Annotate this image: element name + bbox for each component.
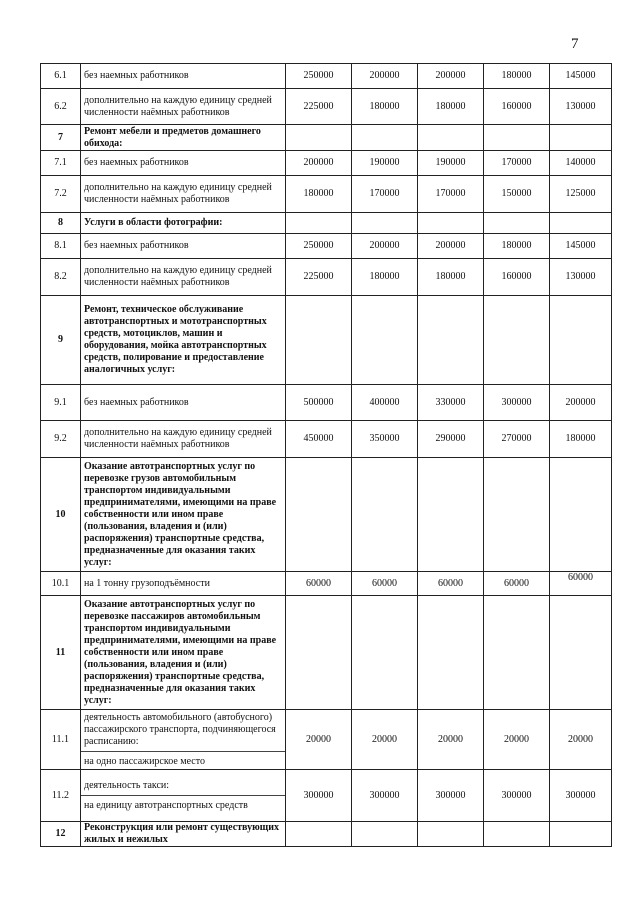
table-row (41, 296, 612, 385)
value-cell: 160000 (484, 89, 550, 125)
value-cell (352, 213, 418, 234)
row-number: 9.2 (41, 421, 81, 458)
value-cell: 180000 (484, 234, 550, 259)
table-row (41, 213, 612, 234)
value-cell: 180000 (352, 259, 418, 296)
value-cell: 150000 (484, 176, 550, 213)
table-row (41, 596, 612, 710)
row-description: Реконструкция или ремонт существующих жилых и нежилых (81, 822, 286, 847)
value-cell: 125000 (550, 176, 612, 213)
row-number: 7.1 (41, 151, 81, 176)
row-description: на 1 тонну грузоподъёмности (81, 572, 286, 596)
value-cell: 20000 (352, 710, 418, 770)
value-cell (484, 296, 550, 385)
value-cell (418, 822, 484, 847)
row-description: без наемных работников (81, 151, 286, 176)
value-cell (418, 213, 484, 234)
row-description: без наемных работников (81, 234, 286, 259)
value-cell: 300000 (550, 770, 612, 822)
value-cell: 180000 (418, 89, 484, 125)
value-cell: 500000 (286, 385, 352, 421)
row-description: дополнительно на каждую единицу средней численности наёмных работников (81, 259, 286, 296)
value-cell: 60000 (286, 572, 352, 596)
row-number: 10.1 (41, 572, 81, 596)
value-cell: 200000 (418, 64, 484, 89)
value-cell: 180000 (550, 421, 612, 458)
table-row (41, 770, 612, 822)
value-cell (418, 296, 484, 385)
value-cell (484, 822, 550, 847)
row-description (81, 770, 286, 822)
row-number: 7.2 (41, 176, 81, 213)
row-description: дополнительно на каждую единицу средней численности наёмных работников (81, 176, 286, 213)
value-cell: 20000 (484, 710, 550, 770)
value-cell: 180000 (352, 89, 418, 125)
value-cell: 250000 (286, 234, 352, 259)
table-row (41, 234, 612, 259)
row-number: 9.1 (41, 385, 81, 421)
row-number: 8.1 (41, 234, 81, 259)
value-cell: 350000 (352, 421, 418, 458)
table-row (41, 458, 612, 572)
value-cell: 145000 (550, 64, 612, 89)
value-cell: 140000 (550, 151, 612, 176)
value-cell (352, 125, 418, 151)
value-cell: 400000 (352, 385, 418, 421)
row-number: 6.2 (41, 89, 81, 125)
value-cell (418, 125, 484, 151)
row-description-unit: на единицу автотранспортных средств (84, 799, 248, 811)
value-cell: 200000 (352, 64, 418, 89)
value-cell: 300000 (286, 770, 352, 822)
row-description: дополнительно на каждую единицу средней численности наёмных работников (81, 89, 286, 125)
row-number: 6.1 (41, 64, 81, 89)
tax-rates-table (40, 63, 612, 847)
table-row (41, 64, 612, 89)
value-cell (286, 213, 352, 234)
value-cell: 300000 (484, 385, 550, 421)
row-number: 12 (41, 822, 81, 847)
value-cell: 330000 (418, 385, 484, 421)
value-cell: 170000 (484, 151, 550, 176)
row-number: 7 (41, 125, 81, 151)
value-cell: 200000 (418, 234, 484, 259)
value-cell: 130000 (550, 259, 612, 296)
value-cell (484, 458, 550, 572)
table-row (41, 89, 612, 125)
description-divider (81, 751, 285, 752)
value-cell: 225000 (286, 89, 352, 125)
value-cell: 20000 (286, 710, 352, 770)
value-cell (352, 822, 418, 847)
page-number: 7 (571, 36, 579, 52)
row-description (81, 710, 286, 770)
value-cell (286, 822, 352, 847)
value-cell (286, 596, 352, 710)
value-cell: 300000 (418, 770, 484, 822)
value-cell (550, 596, 612, 710)
value-cell: 450000 (286, 421, 352, 458)
value-cell (550, 213, 612, 234)
value-cell: 145000 (550, 234, 612, 259)
table-row (41, 822, 612, 847)
row-number: 11.1 (41, 710, 81, 770)
value-cell: 180000 (286, 176, 352, 213)
value-cell (550, 296, 612, 385)
value-cell: 190000 (418, 151, 484, 176)
value-cell (550, 822, 612, 847)
row-description: дополнительно на каждую единицу средней численности наёмных работников (81, 421, 286, 458)
row-description: Оказание автотранспортных услуг по перевозке грузов автомобильным транспортом индивидуальными предпринимателями, имеющими на праве собственности или ином праве (пользования, владения и (или) распоряжения) транспортные средства, предназначенные для оказания таких услуг: (81, 458, 286, 572)
value-cell (484, 596, 550, 710)
value-cell (418, 596, 484, 710)
value-cell: 130000 (550, 89, 612, 125)
value-cell: 200000 (286, 151, 352, 176)
value-cell: 300000 (352, 770, 418, 822)
value-cell (286, 125, 352, 151)
table-row (41, 125, 612, 151)
value-cell: 20000 (550, 710, 612, 770)
value-cell: 290000 (418, 421, 484, 458)
table-row (41, 176, 612, 213)
value-cell: 225000 (286, 259, 352, 296)
value-cell (352, 596, 418, 710)
row-number: 11.2 (41, 770, 81, 822)
value-cell: 60000 (418, 572, 484, 596)
value-cell: 170000 (418, 176, 484, 213)
value-cell: 60000 (484, 572, 550, 596)
value-cell (484, 213, 550, 234)
row-description: Ремонт мебели и предметов домашнего обихода: (81, 125, 286, 151)
row-description: без наемных работников (81, 64, 286, 89)
table-row (41, 572, 612, 596)
value-cell: 300000 (484, 770, 550, 822)
value-cell: 250000 (286, 64, 352, 89)
value-cell: 20000 (418, 710, 484, 770)
row-number: 11 (41, 596, 81, 710)
value-cell: 180000 (418, 259, 484, 296)
value-cell (418, 458, 484, 572)
row-number: 9 (41, 296, 81, 385)
table-row (41, 151, 612, 176)
row-number: 8 (41, 213, 81, 234)
row-description: Ремонт, техническое обслуживание автотранспортных и мототранспортных средств, мотоциклов, машин и оборудования, мойка автотранспортных средств, полирование и предоставление аналогичных услуг: (81, 296, 286, 385)
value-cell: 180000 (484, 64, 550, 89)
row-description: без наемных работников (81, 385, 286, 421)
value-cell (286, 458, 352, 572)
value-cell (352, 296, 418, 385)
row-description-main: деятельность автомобильного (автобусного) пассажирского транспорта, подчиняющегося расписанию: (84, 711, 276, 747)
value-cell: 160000 (484, 259, 550, 296)
table-row (41, 259, 612, 296)
row-description-main: деятельность такси: (84, 779, 170, 791)
value-cell (484, 125, 550, 151)
value-cell: 200000 (352, 234, 418, 259)
row-description: Услуги в области фотографии: (81, 213, 286, 234)
value-cell: 60000 (352, 572, 418, 596)
row-description: Оказание автотранспортных услуг по перевозке пассажиров автомобильным транспортом индивидуальными предпринимателями, имеющими на праве собственности или ином праве (пользования, владения и (или) распоряжения) транспортные средства, предназначенные для оказания таких услуг: (81, 596, 286, 710)
value-cell: 60000 (550, 572, 612, 596)
value-cell: 200000 (550, 385, 612, 421)
description-divider (81, 795, 285, 796)
value-cell (550, 458, 612, 572)
value-cell (550, 125, 612, 151)
value-cell: 170000 (352, 176, 418, 213)
table-row (41, 421, 612, 458)
row-number: 10 (41, 458, 81, 572)
value-cell (286, 296, 352, 385)
table-row (41, 385, 612, 421)
row-number: 8.2 (41, 259, 81, 296)
value-cell (352, 458, 418, 572)
table-row (41, 710, 612, 770)
row-description-unit: на одно пассажирское место (84, 755, 205, 767)
value-cell: 190000 (352, 151, 418, 176)
value-cell: 270000 (484, 421, 550, 458)
